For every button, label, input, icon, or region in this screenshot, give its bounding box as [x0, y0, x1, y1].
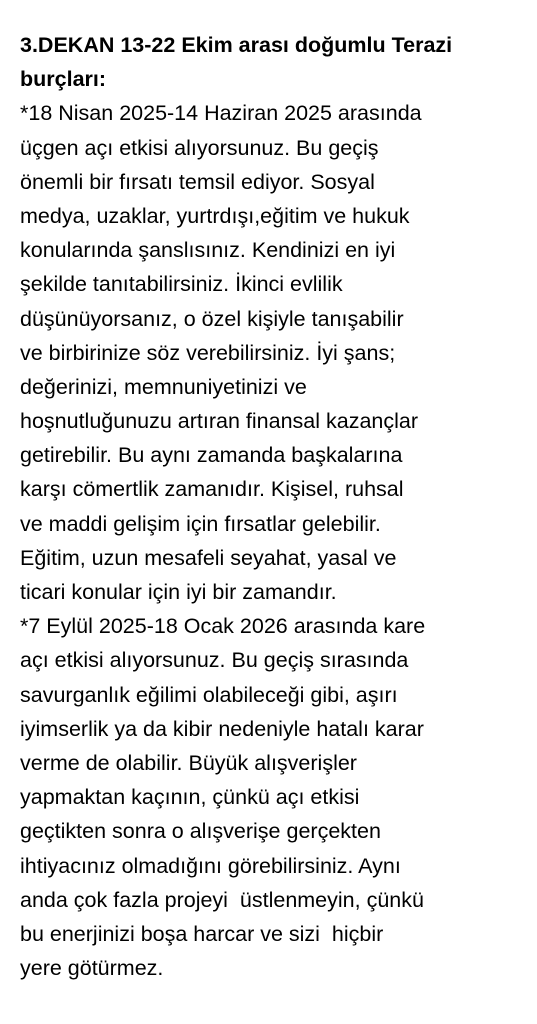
body-line: ve birbirinize söz verebilirsiniz. İyi şans; — [20, 340, 396, 365]
body-line: açı etkisi alıyorsunuz. Bu geçiş sırasında — [20, 648, 409, 673]
body-line: önemli bir fırsatı temsil ediyor. Sosyal — [20, 169, 375, 194]
body-line: ihtiyacınız olmadığını görebilirsiniz. Aynı — [20, 853, 401, 878]
heading-line-1: 3.DEKAN 13-22 Ekim arası doğumlu Terazi — [20, 33, 453, 57]
body-line: değerinizi, memnuniyetinizi ve — [20, 374, 307, 399]
body-line: yapmaktan kaçının, çünkü açı etkisi — [20, 785, 360, 810]
body-line: *7 Eylül 2025-18 Ocak 2026 arasında kare — [20, 614, 426, 639]
body-line: şekilde tanıtabilirsiniz. İkinci evlilik — [20, 272, 343, 297]
body-line: savurganlık eğilimi olabileceği gibi, aşırı — [20, 682, 398, 707]
horoscope-document — [20, 28, 525, 985]
body-line: konularında şanslısınız. Kendinizi en iyi — [20, 238, 396, 263]
body-line: hoşnutluğunuzu artıran finansal kazançlar — [20, 409, 419, 434]
body-line: anda çok fazla projeyi üstlenmeyin, çünkü — [20, 887, 424, 912]
body-line: *18 Nisan 2025-14 Haziran 2025 arasında — [20, 101, 422, 126]
body-line: medya, uzaklar, yurtrdışı,eğitim ve hukuk — [20, 203, 410, 228]
body-line: geçtikten sonra o alışverişe gerçekten — [20, 819, 381, 844]
body-line: ticari konular için iyi bir zamandır. — [20, 580, 337, 604]
body-line: verme de olabilir. Büyük alışverişler — [20, 750, 357, 775]
body-line: üçgen açı etkisi alıyorsunuz. Bu geçiş — [20, 135, 379, 160]
heading-line-2: burçları: — [20, 67, 107, 92]
body-line: iyimserlik ya da kibir nedeniyle hatalı karar — [20, 716, 424, 741]
body-line: düşünüyorsanız, o özel kişiyle tanışabilir — [20, 306, 404, 331]
body-line: ve maddi gelişim için fırsatlar gelebilir. — [20, 511, 381, 536]
body-line: getirebilir. Bu aynı zamanda başkalarına — [20, 443, 403, 468]
body-line: yere götürmez. — [20, 956, 164, 981]
body-line: Eğitim, uzun mesafeli seyahat, yasal ve — [20, 545, 397, 570]
body-line: bu enerjinizi boşa harcar ve sizi hiçbir — [20, 921, 384, 946]
body-line: karşı cömertlik zamanıdır. Kişisel, ruhsal — [20, 477, 404, 502]
